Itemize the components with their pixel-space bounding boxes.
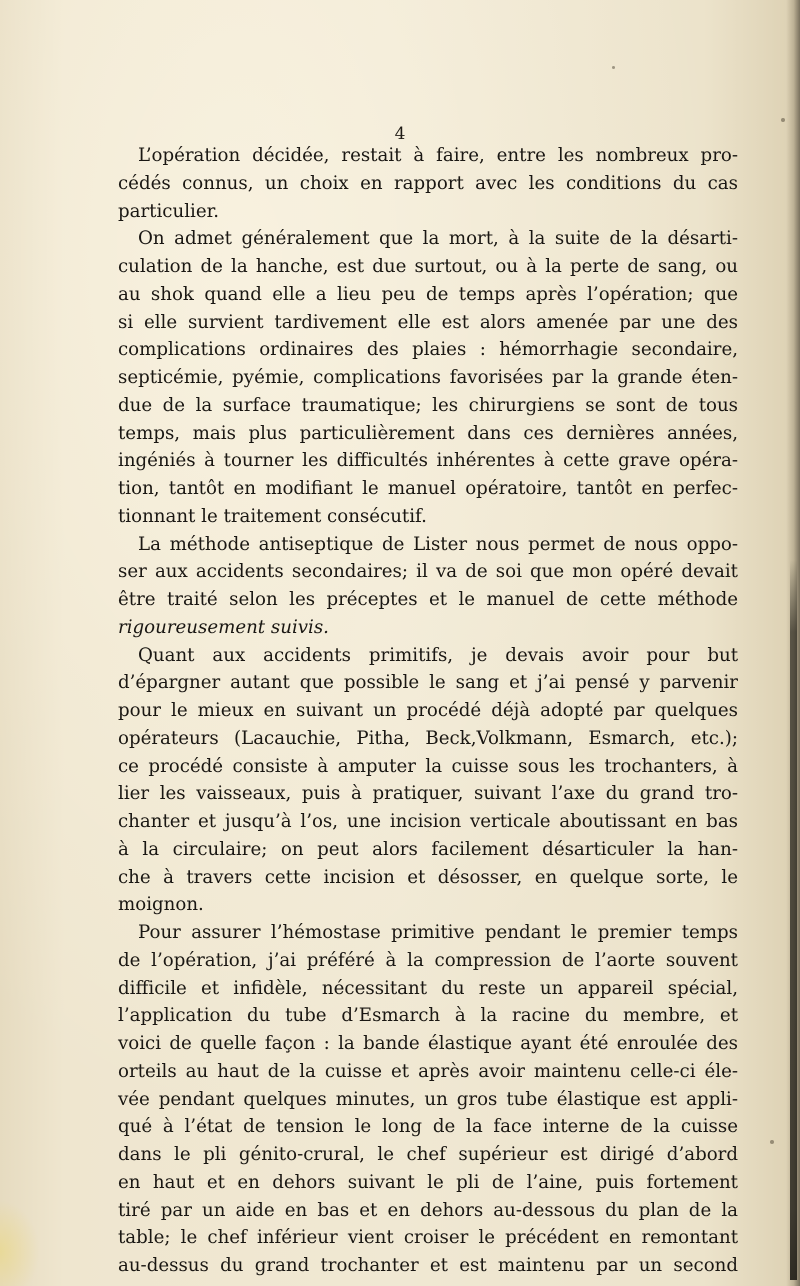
text-line: difficile et infidèle, nécessitant du reste un appareil spécial,: [118, 977, 738, 999]
text-line: vée pendant quelques minutes, un gros tube élastique est appli-: [118, 1088, 738, 1110]
text-line: chanter et jusqu’à l’os, une incision verticale aboutissant en bas: [118, 811, 738, 832]
paper-speck: [612, 66, 615, 69]
text-line: en haut et en dehors suivant le pli de l’aine, puis fortement: [118, 1171, 738, 1193]
paper-speck: [781, 118, 785, 122]
text-line: tiré par un aide en bas et en dehors au-dessous du plan de la: [118, 1199, 738, 1221]
text-line: être traité selon les préceptes et le manuel de cette méthode: [118, 589, 738, 610]
text-line: particulier.: [118, 200, 220, 222]
text-line: due de la surface traumatique; les chirurgiens se sont de tous: [118, 394, 738, 416]
text-line: d’épargner autant que possible le sang et j’ai pensé y parvenir: [118, 672, 738, 694]
text-line: ser aux accidents secondaires; il va de soi que mon opéré devait: [118, 561, 738, 583]
text-line: voici de quelle façon : la bande élastique ayant été enroulée des: [118, 1033, 738, 1054]
text-line: orteils au haut de la cuisse et après avoir maintenu celle-ci éle-: [118, 1060, 738, 1082]
paper-speck: [770, 1140, 774, 1144]
text-line: table; le chef inférieur vient croiser le précédent en remontant: [118, 1227, 738, 1249]
text-line: tionnant le traitement consécutif.: [118, 505, 427, 527]
text-line: opérateurs (Lacauchie, Pitha, Beck,Volkmann, Esmarch, etc.);: [118, 727, 738, 749]
text-line: rigoureusement suivis.: [118, 616, 329, 638]
text-line: septicémie, pyémie, complications favorisées par la grande éten-: [118, 367, 738, 388]
page-number: 4: [394, 124, 406, 144]
text-line: On admet généralement que la mort, à la suite de la désarti-: [138, 228, 738, 250]
text-line: cédés connus, un choix en rapport avec les conditions du cas: [118, 172, 738, 194]
text-line: au-dessus du grand trochanter et est maintenu par un second: [118, 1255, 738, 1276]
text-line: l’application du tube d’Esmarch à la racine du membre, et: [118, 1005, 738, 1027]
text-line: La méthode antiseptique de Lister nous permet de nous oppo-: [138, 533, 738, 555]
text-line: tion, tantôt en modifiant le manuel opératoire, tantôt en perfec-: [118, 478, 738, 499]
text-line: au shok quand elle a lieu peu de temps après l’opération; que: [118, 283, 738, 305]
text-line: Pour assurer l’hémostase primitive pendant le premier temps: [138, 922, 738, 943]
text-line: qué à l’état de tension le long de la face interne de la cuisse: [118, 1116, 738, 1138]
text-line: ingéniés à tourner les difficultés inhérentes à cette grave opéra-: [118, 450, 738, 472]
text-line: pour le mieux en suivant un procédé déjà adopté par quelques: [118, 700, 738, 721]
text-line: lier les vaisseaux, puis à pratiquer, suivant l’axe du grand tro-: [118, 783, 738, 805]
text-line: Quant aux accidents primitifs, je devais avoir pour but: [138, 644, 738, 666]
paper-stain: [0, 1200, 40, 1286]
text-line: de l’opération, j’ai préféré à la compression de l’aorte souvent: [118, 949, 738, 971]
text-line: si elle survient tardivement elle est alors amenée par une des: [118, 311, 738, 333]
text-line: temps, mais plus particulièrement dans ces dernières années,: [118, 422, 738, 444]
text-line: à la circulaire; on peut alors facilement désarticuler la han-: [118, 838, 738, 860]
binding-edge: [790, 560, 797, 1280]
text-line: complications ordinaires des plaies : hémorrhagie secondaire,: [118, 339, 738, 361]
text-line: culation de la hanche, est due surtout, ou à la perte de sang, ou: [118, 256, 738, 277]
text-line: che à travers cette incision et désosser, en quelque sorte, le: [118, 866, 738, 888]
body-text: [118, 142, 738, 1280]
text-line: moignon.: [118, 894, 204, 916]
text-line: L’opération décidée, restait à faire, entre les nombreux pro-: [138, 145, 738, 166]
text-line: dans le pli génito-crural, le chef supérieur est dirigé d’abord: [118, 1144, 738, 1165]
text-line: ce procédé consiste à amputer la cuisse sous les trochanters, à: [118, 755, 738, 777]
